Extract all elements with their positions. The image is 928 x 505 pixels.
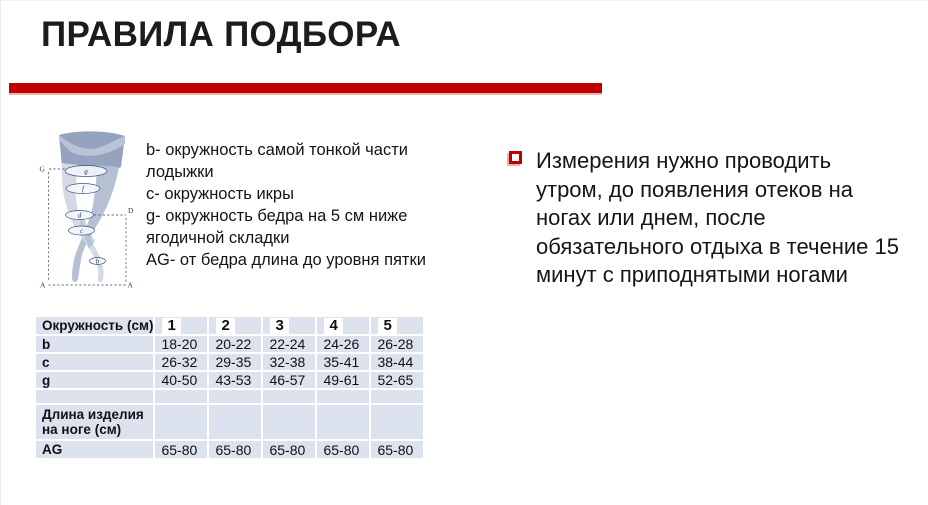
row-label: b [36, 336, 153, 352]
row-label: g [36, 372, 153, 388]
table-cell [317, 405, 369, 439]
legend-line: c- окружность икры [146, 185, 294, 203]
row-label: AG [36, 441, 153, 458]
table-cell [209, 405, 261, 439]
table-cell: 65-80 [209, 441, 261, 458]
table-cell [155, 390, 207, 403]
row-label: c [36, 354, 153, 370]
label-G: G [39, 164, 45, 174]
table-cell: 46-57 [263, 372, 315, 388]
table-row [36, 390, 423, 403]
table-cell: 52-65 [371, 372, 423, 388]
table-cell: 26-28 [371, 336, 423, 352]
note-line: ногах или днем, после [536, 205, 766, 230]
band-label-g: g [84, 167, 88, 176]
title-divider-bar [9, 83, 602, 93]
table-cell: 29-35 [209, 354, 261, 370]
measurement-legend [146, 139, 466, 271]
note-line: обязательного отдыха в течение 15 [536, 233, 899, 259]
table-cell: 65-80 [263, 441, 315, 458]
page-title: ПРАВИЛА ПОДБОРА [41, 15, 401, 54]
size-number: 4 [324, 318, 342, 334]
table-cell: 24-26 [317, 336, 369, 352]
table-cell [209, 390, 261, 403]
checkbox-bullet-icon [509, 151, 522, 164]
size-column-header [371, 317, 423, 334]
note-line: Измерения нужно проводить [536, 148, 832, 173]
row-label: Длина изделия на ноге (см) [36, 405, 153, 439]
table-row [36, 354, 423, 370]
table-cell: 35-41 [317, 354, 369, 370]
table-row [36, 336, 423, 352]
label-A-left: A [40, 280, 46, 290]
size-table-body [36, 336, 423, 458]
table-cell: 43-53 [209, 372, 261, 388]
table-cell: 22-24 [263, 336, 315, 352]
size-table [34, 315, 425, 460]
table-cell: 65-80 [371, 441, 423, 458]
legend-line: AG- от бедра длина до уровня пятки [146, 251, 426, 269]
table-row [36, 405, 423, 439]
table-cell [155, 405, 207, 439]
legend-line: g- окружность бедра на 5 см ниже [146, 207, 408, 225]
legend-line: b- окружность самой тонкой части [146, 141, 408, 159]
table-cell [263, 390, 315, 403]
table-cell: 49-61 [317, 372, 369, 388]
table-cell [371, 390, 423, 403]
band-label-b: b [95, 257, 100, 266]
size-number: 5 [378, 318, 396, 334]
size-column-header [155, 317, 207, 334]
table-cell: 26-32 [155, 354, 207, 370]
table-header-row [36, 317, 423, 334]
leg-measurement-diagram [39, 129, 149, 294]
band-label-f: f [82, 185, 84, 193]
legend-line: ягодичной складки [146, 229, 290, 247]
table-cell: 18-20 [155, 336, 207, 352]
size-number: 1 [162, 318, 180, 334]
size-column-header [263, 317, 315, 334]
table-cell: 38-44 [371, 354, 423, 370]
note-line: минут с приподнятыми ногами [536, 262, 848, 287]
table-cell [317, 390, 369, 403]
table-cell: 32-38 [263, 354, 315, 370]
table-row [36, 441, 423, 458]
table-header-label: Окружность (см) [36, 317, 153, 334]
label-D: D [128, 206, 134, 215]
table-row [36, 372, 423, 388]
table-cell: 20-22 [209, 336, 261, 352]
table-cell: 65-80 [317, 441, 369, 458]
table-cell [371, 405, 423, 439]
measurement-note [509, 147, 919, 290]
table-cell: 65-80 [155, 441, 207, 458]
table-cell [263, 405, 315, 439]
note-line: утром, до появления отеков на [536, 176, 853, 202]
label-A-right: A [127, 280, 133, 290]
band-label-c: c [79, 227, 84, 235]
table-cell: 40-50 [155, 372, 207, 388]
band-label-d: d [77, 211, 82, 220]
size-number: 2 [216, 318, 234, 334]
row-label [36, 390, 153, 403]
size-column-header [209, 317, 261, 334]
size-number: 3 [270, 318, 288, 334]
legend-line: лодыжки [146, 163, 214, 181]
size-column-header [317, 317, 369, 334]
